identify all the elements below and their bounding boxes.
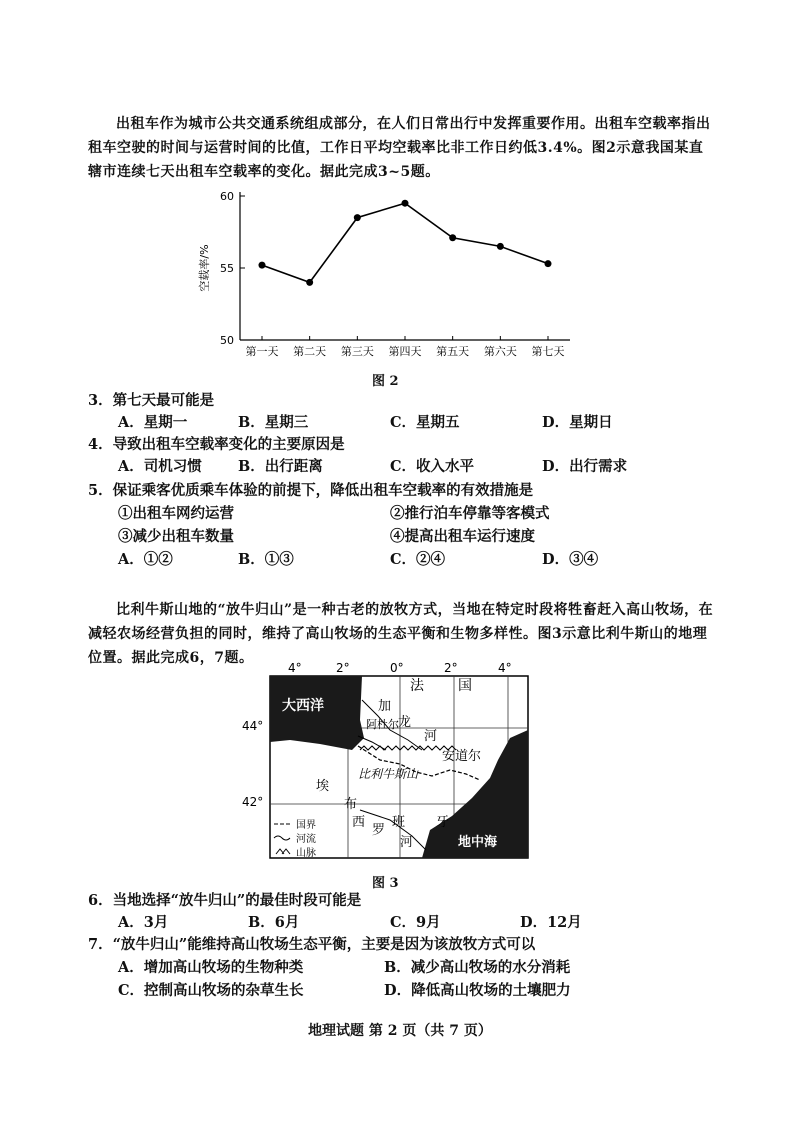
q5-option-d[interactable]: D．③④ — [542, 551, 599, 568]
data-point — [354, 214, 361, 221]
q5-item-4: ④提高出租车运行速度 — [390, 528, 535, 545]
label-jia: 加 — [378, 699, 392, 714]
data-point — [545, 260, 552, 267]
q7-option-c[interactable]: C．控制高山牧场的杂草生长 — [118, 982, 304, 999]
x-tick-label: 第二天 — [293, 345, 327, 358]
q4-option-a[interactable]: A．司机习惯 — [118, 458, 202, 475]
q5-item-2: ②推行泊车停靠等客模式 — [390, 505, 550, 522]
q7-option-d[interactable]: D．降低高山牧场的土壤肥力 — [384, 982, 571, 999]
data-point — [259, 262, 266, 269]
lon-label: 0° — [390, 661, 404, 675]
question-5-stem: 5．保证乘客优质乘车体验的前提下，降低出租车空载率的有效措施是 — [88, 482, 534, 499]
q3-option-d[interactable]: D．星期日 — [542, 414, 613, 431]
intro-paragraph-taxi: 出租车作为城市公共交通系统组成部分，在人们日常出行中发挥重要作用。出租车空载率指出租车空驶的时间与运营时间的比值，工作日平均空载率比非工作日约低3.4%。图2示意我国某直辖市连续七天出租车空载率的变化。据此完成3~5题。 — [88, 116, 711, 180]
q4-option-d[interactable]: D．出行需求 — [542, 458, 628, 475]
label-france: 法 — [410, 678, 424, 694]
figure2-caption: 图 2 — [372, 374, 399, 389]
label-he: 河 — [424, 729, 438, 744]
question-4-stem: 4．导致出租车空载率变化的主要原因是 — [88, 436, 345, 453]
q6-option-b[interactable]: B．6月 — [248, 914, 300, 931]
q6-option-a[interactable]: A．3月 — [118, 914, 169, 931]
q4-option-c[interactable]: C．收入水平 — [390, 458, 475, 475]
q3-option-b[interactable]: B．星期三 — [238, 414, 309, 431]
y-tick-label: 55 — [220, 262, 234, 275]
page-footer: 地理试题 第 2 页（共 7 页） — [308, 1023, 492, 1039]
lon-label: 4° — [288, 661, 302, 675]
question-7-stem: 7．“放牛归山”能维持高山牧场生态平衡，主要是因为该放牧方式可以 — [88, 936, 536, 953]
legend-river: 河流 — [296, 834, 316, 845]
chart-marks — [259, 200, 552, 286]
q7-option-b[interactable]: B．减少高山牧场的水分消耗 — [384, 959, 571, 976]
q5-option-b[interactable]: B．①③ — [238, 551, 294, 568]
lon-label: 2° — [336, 661, 350, 675]
q3-option-c[interactable]: C．星期五 — [390, 414, 460, 431]
legend-border: 国界 — [296, 820, 316, 831]
label-france2: 国 — [458, 678, 472, 694]
y-tick-label: 60 — [220, 190, 234, 203]
q5-option-a[interactable]: A．①② — [118, 551, 173, 568]
lon-label: 2° — [444, 661, 458, 675]
x-tick-label: 第七天 — [531, 345, 565, 358]
label-ya: 牙 — [436, 815, 450, 830]
data-point — [306, 279, 313, 286]
q5-item-3: ③减少出租车数量 — [118, 528, 234, 545]
label-andorra: 安道尔 — [442, 749, 482, 764]
label-atlantic: 大西洋 — [282, 698, 324, 714]
q3-option-a[interactable]: A．星期一 — [118, 414, 188, 431]
lon-label: 4° — [498, 661, 512, 675]
data-point — [497, 243, 504, 250]
map-lon-labels — [288, 661, 512, 675]
label-med: 地中海 — [458, 835, 498, 850]
y-axis-label: 空载率/% — [198, 244, 211, 292]
x-tick-label: 第三天 — [340, 345, 374, 358]
data-point — [449, 234, 456, 241]
legend-mountain: 山脉 — [296, 848, 316, 859]
label-long: 龙 — [398, 715, 412, 730]
q4-option-b[interactable]: B．出行距离 — [238, 458, 323, 475]
lat-label-44: 44° — [242, 719, 264, 733]
q7-option-a[interactable]: A．增加高山牧场的生物种类 — [118, 959, 304, 976]
question-3-stem: 3．第七天最可能是 — [88, 392, 215, 409]
label-spain2: 布 — [344, 797, 358, 812]
x-tick-label: 第一天 — [245, 345, 279, 358]
intro-paragraph-pyrenees: 比利牛斯山地的“放牛归山”是一种古老的放牧方式，当地在特定时段将牲畜赶入高山牧场，在减轻农场经营负担的同时，维持了高山牧场的生态平衡和生物多样性。图3示意比利牛斯山的地理位置。据此完成6，7题。 — [88, 602, 714, 666]
q5-item-1: ①出租车网约运营 — [118, 505, 234, 522]
figure3-caption: 图 3 — [372, 876, 399, 891]
series-line — [262, 203, 548, 282]
q6-option-c[interactable]: C．9月 — [390, 914, 441, 931]
y-tick-label: 50 — [220, 334, 234, 347]
x-tick-label: 第四天 — [388, 345, 422, 358]
label-spain5: 班 — [392, 815, 406, 830]
question-6-stem: 6．当地选择“放牛归山”的最佳时段可能是 — [88, 892, 362, 909]
x-tick-label: 第六天 — [483, 345, 517, 358]
q6-option-d[interactable]: D．12月 — [520, 914, 582, 931]
q5-option-c[interactable]: C．②④ — [390, 551, 446, 568]
label-spain3: 西 — [352, 815, 366, 830]
x-tick-label: 第五天 — [436, 345, 470, 358]
pyrenees-location-map — [240, 660, 540, 870]
lat-label-42: 42° — [242, 795, 264, 809]
data-point — [402, 200, 409, 207]
label-spain6: 河 — [400, 835, 414, 850]
label-adur: 阿杜尔 — [366, 718, 399, 731]
chart-axes — [197, 190, 570, 358]
label-pyrenees: 比利牛斯山 — [358, 767, 419, 781]
label-spain4: 罗 — [372, 823, 386, 838]
label-spain1: 埃 — [316, 779, 330, 794]
taxi-vacancy-line-chart — [190, 184, 590, 384]
